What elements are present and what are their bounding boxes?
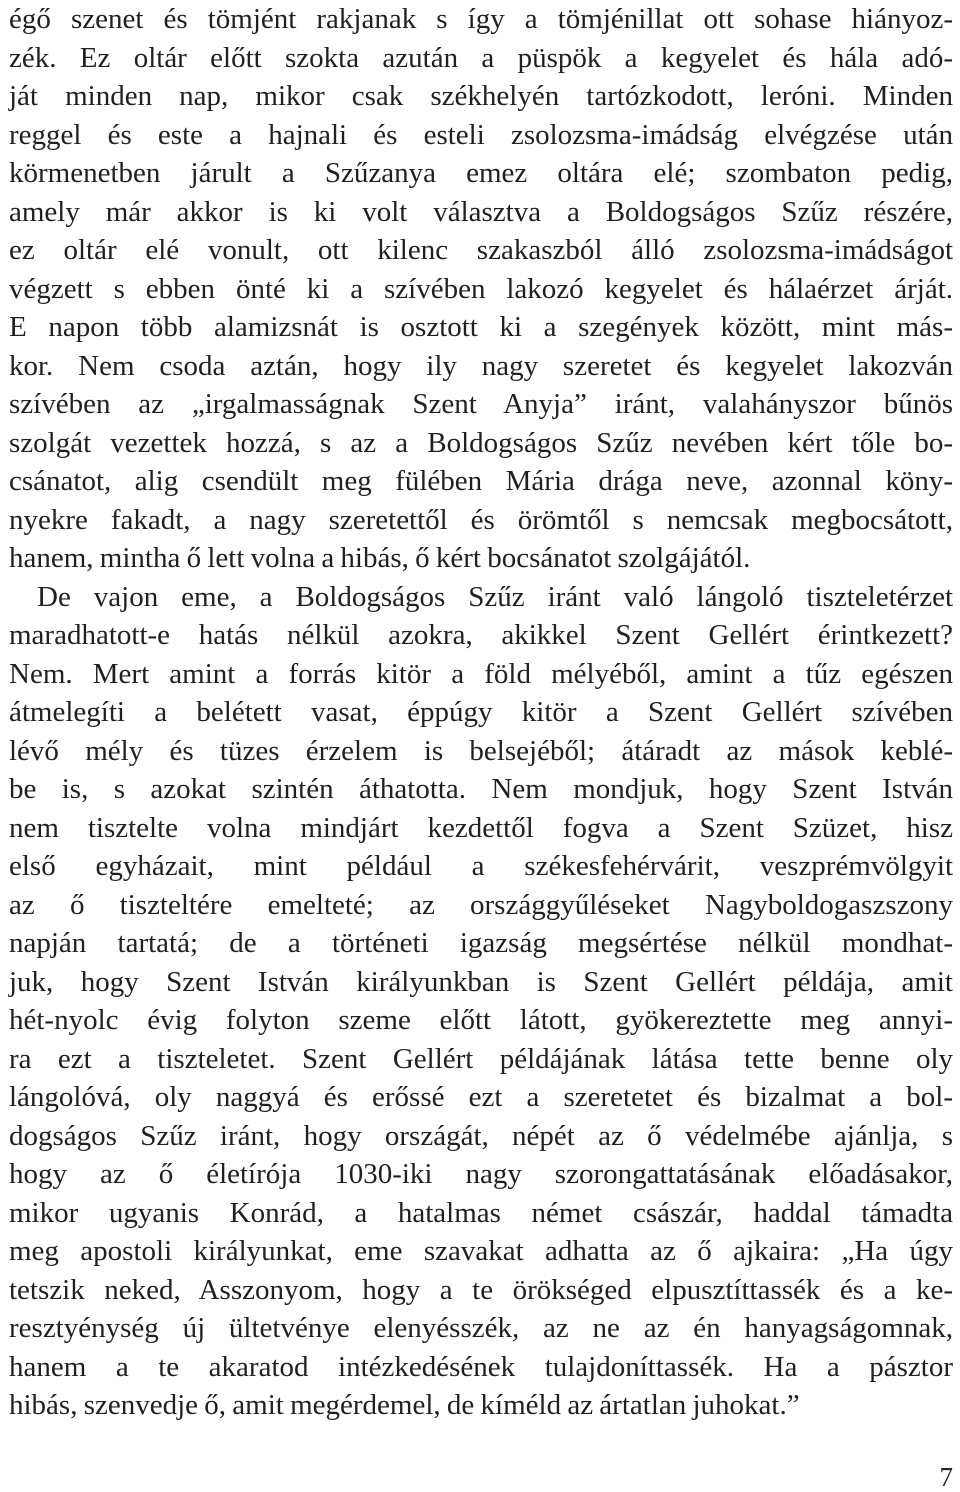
body-text <box>9 0 953 1425</box>
text-line: ra ezt a tiszteletet. Szent Gellért példájának látása tette benne oly <box>9 1042 953 1075</box>
text-line: kor. Nem csoda aztán, hogy ily nagy szeretet és kegyelet lakozván <box>9 349 953 382</box>
text-line: az ő tiszteltére emelteté; az országgyűléseket Nagyboldogaszszony <box>9 888 953 921</box>
text-line: nem tisztelte volna mindjárt kezdettől fogva a Szent Szüzet, hisz <box>9 811 953 844</box>
text-line: körmenetben járult a Szűzanya emez oltára elé; szombaton pedig, <box>9 157 953 189</box>
text-line: maradhatott-e hatás nélkül azokra, akikkel Szent Gellért érintkezett? <box>9 619 953 651</box>
text-line: lángolóvá, oly naggyá és erőssé ezt a szeretetet és bizalmat a bol- <box>9 1081 953 1113</box>
text-line: juk, hogy Szent István királyunkban is Szent Gellért példája, amit <box>9 965 953 998</box>
text-line: égő szenet és tömjént rakjanak s így a tömjénillat ott sohase hiányoz- <box>9 3 953 35</box>
text-line: resztyénység új ültetvénye elenyésszék, az ne az én hanyagságomnak, <box>9 1312 953 1344</box>
text-line: ját minden nap, mikor csak székhelyén tartózkodott, leróni. Minden <box>9 80 953 112</box>
text-line: csánatot, alig csendült meg fülében Mária drága neve, azonnal köny- <box>9 465 953 497</box>
text-line: hibás, szenvedje ő, amit megérdemel, de kíméld az ártatlan juhokat.” <box>9 1389 800 1421</box>
text-line: be is, s azokat szintén áthatotta. Nem mondjuk, hogy Szent István <box>9 773 953 805</box>
text-line: hanem, mintha ő lett volna a hibás, ő kért bocsánatot szolgájától. <box>9 542 751 574</box>
text-line: reggel és este a hajnali és esteli zsolozsma-imádság elvégzése után <box>9 118 953 151</box>
text-line: dogságos Szűz iránt, hogy országát, népét az ő védelmébe ajánlja, s <box>9 1119 953 1152</box>
text-line: átmelegíti a belétett vasat, éppúgy kitör a Szent Gellért szívében <box>9 696 953 728</box>
document-page <box>9 0 953 1425</box>
text-line: ez oltár elé vonult, ott kilenc szakaszból álló zsolozsma-imádságot <box>9 234 953 266</box>
text-line: szívében az „irgalmasságnak Szent Anyja” iránt, valahányszor bűnös <box>9 388 953 420</box>
text-line: végzett s ebben önté ki a szívében lakozó kegyelet és hálaérzet árját. <box>9 272 953 305</box>
text-line: hét-nyolc évig folyton szeme előtt látott, gyökereztette meg annyi- <box>9 1004 953 1036</box>
text-line: napján tartatá; de a történeti igazság megsértése nélkül mondhat- <box>9 927 953 959</box>
text-line: meg apostoli királyunkat, eme szavakat adhatta az ő ajkaira: „Ha úgy <box>9 1235 953 1267</box>
text-line: tetszik neked, Asszonyom, hogy a te örökséged elpusztíttassék és a ke- <box>9 1273 953 1306</box>
text-line: hanem a te akaratod intézkedésének tulajdoníttassék. Ha a pásztor <box>9 1350 953 1383</box>
text-line: lévő mély és tüzes érzelem is belsejéből; átáradt az mások keblé- <box>9 734 953 767</box>
text-line: amely már akkor is ki volt választva a Boldogságos Szűz részére, <box>9 195 953 228</box>
text-line: szolgát vezettek hozzá, s az a Boldogságos Szűz nevében kért tőle bo- <box>9 426 953 459</box>
text-line: Nem. Mert amint a forrás kitör a föld mélyéből, amint a tűz egészen <box>9 657 953 690</box>
text-line: hogy az ő életírója 1030-iki nagy szorongattatásának előadásakor, <box>9 1158 953 1190</box>
text-line: első egyházait, mint például a székesfehérvárit, veszprémvölgyit <box>9 850 953 882</box>
text-line: nyekre fakadt, a nagy szeretettől és örömtől s nemcsak megbocsátott, <box>9 503 953 536</box>
paragraph-start-line: De vajon eme, a Boldogságos Szűz iránt való lángoló tiszteletérzet <box>37 580 953 613</box>
text-line: zék. Ez oltár előtt szokta azután a püspök a kegyelet és hála adó- <box>9 41 953 74</box>
text-line: mikor ugyanis Konrád, a hatalmas német császár, haddal támadta <box>9 1196 953 1229</box>
text-line: E napon több alamizsnát is osztott ki a szegények között, mint más- <box>9 311 953 343</box>
page-number: 7 <box>939 1462 953 1492</box>
